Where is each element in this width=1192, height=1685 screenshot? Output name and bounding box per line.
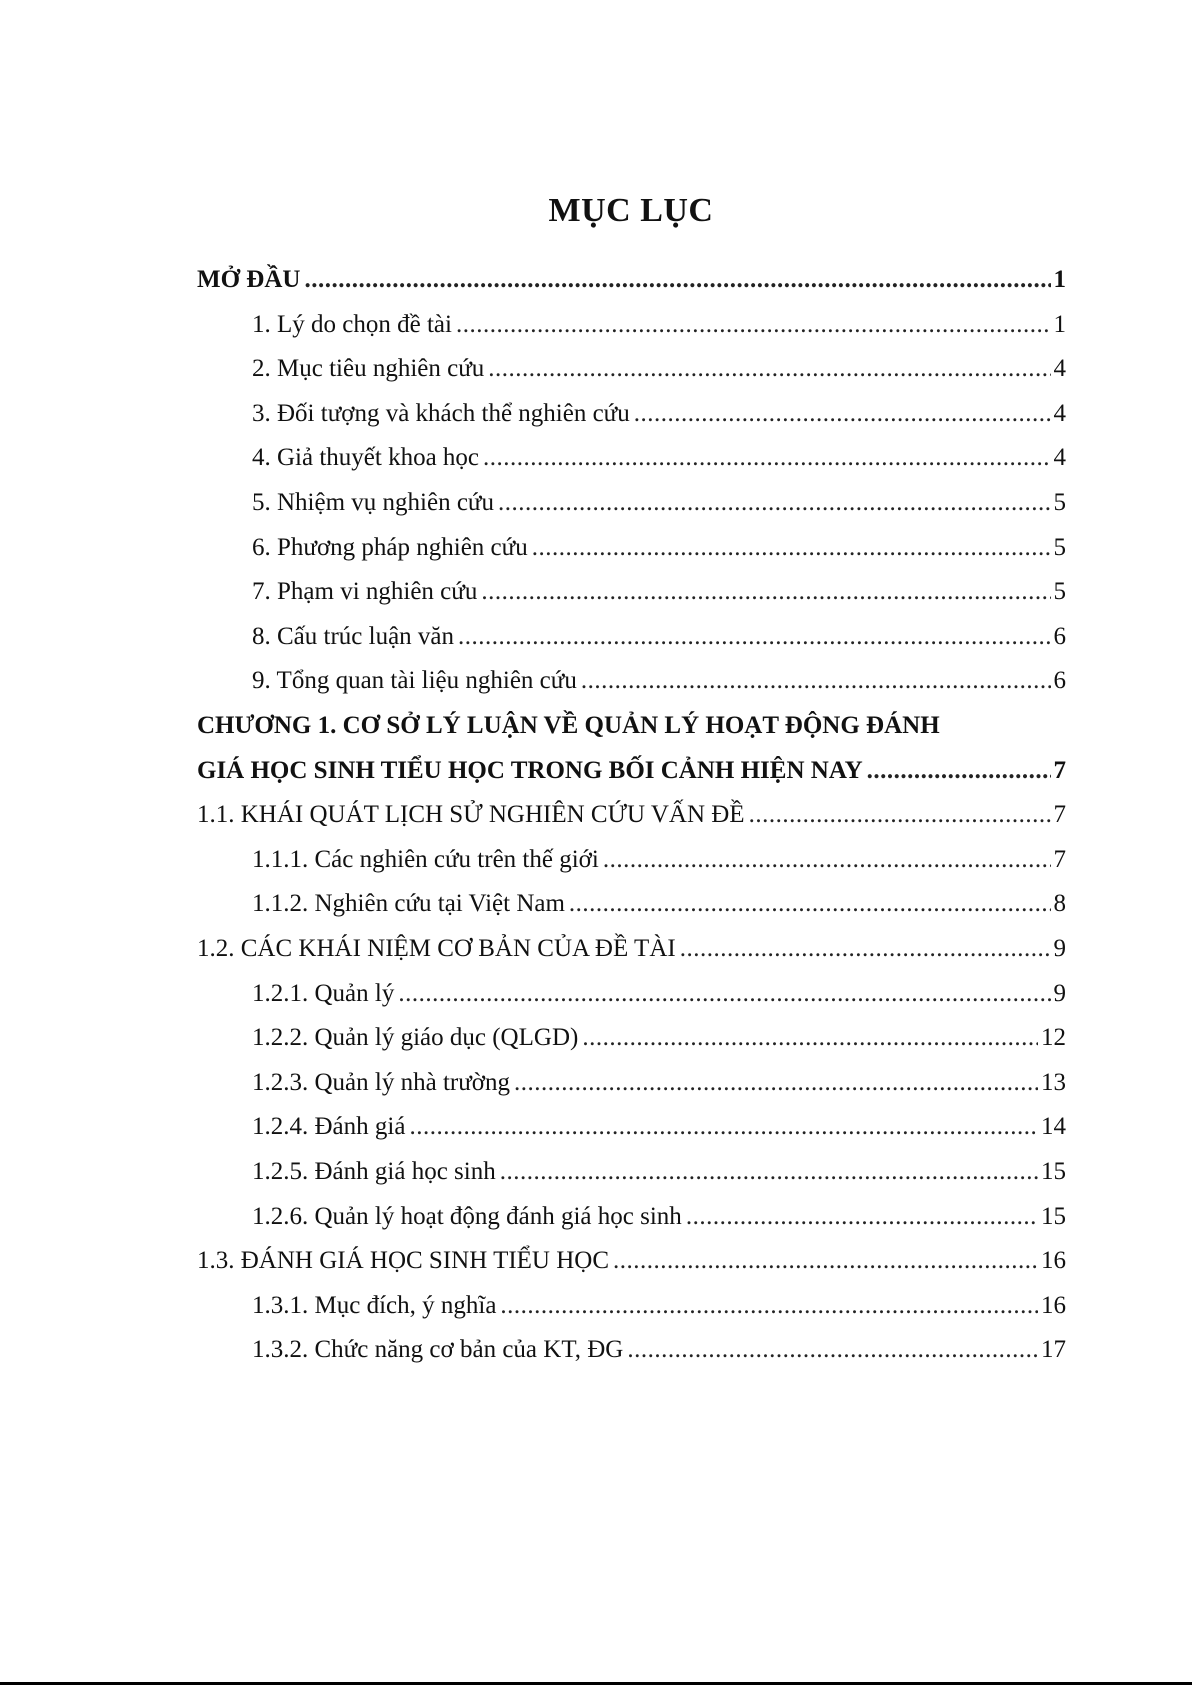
toc-dot-leader bbox=[398, 978, 1050, 1010]
toc-subsection-entry[interactable] bbox=[252, 309, 1066, 341]
toc-dot-leader bbox=[483, 442, 1050, 474]
toc-dot-leader bbox=[569, 888, 1051, 920]
toc-subsection-entry[interactable] bbox=[252, 532, 1066, 564]
toc-entry-label: 1.2.3. Quản lý nhà trường bbox=[252, 1069, 510, 1096]
toc-entry-label: 1.2.5. Đánh giá học sinh bbox=[252, 1158, 496, 1185]
toc-dot-leader bbox=[456, 309, 1051, 341]
toc-page-number: 16 bbox=[1041, 1292, 1066, 1319]
toc-entry-label: 1.1.1. Các nghiên cứu trên thế giới bbox=[252, 846, 599, 873]
toc-subsection-entry[interactable] bbox=[252, 353, 1066, 385]
toc-dot-leader bbox=[680, 933, 1051, 965]
toc-page-number: 6 bbox=[1053, 667, 1066, 694]
toc-entry-label: 2. Mục tiêu nghiên cứu bbox=[252, 355, 485, 382]
toc-page-number: 8 bbox=[1053, 890, 1066, 917]
toc-dot-leader bbox=[481, 576, 1050, 608]
toc-chapter-heading-line: CHƯƠNG 1. CƠ SỞ LÝ LUẬN VỀ QUẢN LÝ HOẠT ĐỘNG ĐÁNH bbox=[197, 712, 940, 739]
toc-page-number: 9 bbox=[1053, 935, 1066, 962]
toc-page-number: 6 bbox=[1053, 623, 1066, 650]
toc-page-number: 5 bbox=[1053, 578, 1066, 605]
toc-page-number: 4 bbox=[1053, 400, 1066, 427]
toc-dot-leader bbox=[498, 487, 1051, 519]
toc-entry-label: 1.2.2. Quản lý giáo dục (QLGD) bbox=[252, 1024, 579, 1051]
toc-entry-label: 1.1.2. Nghiên cứu tại Việt Nam bbox=[252, 890, 565, 917]
toc-dot-leader bbox=[304, 264, 1050, 296]
toc-dot-leader bbox=[603, 844, 1051, 876]
toc-subsection-entry[interactable] bbox=[252, 665, 1066, 697]
toc-entry-label: GIÁ HỌC SINH TIỂU HỌC TRONG BỐI CẢNH HIỆN NAY bbox=[197, 757, 863, 784]
toc-subsection-entry[interactable] bbox=[252, 576, 1066, 608]
toc-page-number: 12 bbox=[1041, 1024, 1066, 1051]
toc-entry-label: 1.2. CÁC KHÁI NIỆM CƠ BẢN CỦA ĐỀ TÀI bbox=[197, 935, 676, 962]
toc-entry-label: MỞ ĐẦU bbox=[197, 266, 301, 293]
toc-entry-label: 1. Lý do chọn đề tài bbox=[252, 311, 452, 338]
toc-entry-label: 1.3. ĐÁNH GIÁ HỌC SINH TIỂU HỌC bbox=[197, 1247, 610, 1274]
toc-dot-leader bbox=[581, 665, 1051, 697]
toc-dot-leader bbox=[514, 1067, 1038, 1099]
toc-page-number: 14 bbox=[1041, 1113, 1066, 1140]
toc-dot-leader bbox=[500, 1290, 1038, 1322]
toc-entry-label: 5. Nhiệm vụ nghiên cứu bbox=[252, 489, 494, 516]
toc-dot-leader bbox=[488, 353, 1050, 385]
toc-page-number: 16 bbox=[1041, 1247, 1066, 1274]
toc-section-entry[interactable] bbox=[197, 799, 1066, 831]
toc-dot-leader bbox=[582, 1022, 1038, 1054]
toc-page-number: 1 bbox=[1053, 311, 1066, 338]
toc-page-number: 5 bbox=[1053, 489, 1066, 516]
toc-subsection-entry[interactable] bbox=[252, 621, 1066, 653]
toc-dot-leader bbox=[749, 799, 1051, 831]
toc-entry-label: 9. Tổng quan tài liệu nghiên cứu bbox=[252, 667, 577, 694]
toc-entry-label: 4. Giả thuyết khoa học bbox=[252, 444, 480, 471]
toc-subsection-entry[interactable] bbox=[252, 978, 1066, 1010]
toc-page-number: 17 bbox=[1041, 1336, 1066, 1363]
toc-entry-label: 7. Phạm vi nghiên cứu bbox=[252, 578, 478, 605]
toc-page-number: 7 bbox=[1053, 801, 1066, 828]
toc-entry-label: 6. Phương pháp nghiên cứu bbox=[252, 534, 528, 561]
toc-dot-leader bbox=[634, 398, 1051, 430]
toc-subsection-entry[interactable] bbox=[252, 1111, 1066, 1143]
toc-subsection-entry[interactable] bbox=[252, 442, 1066, 474]
toc-section-entry[interactable] bbox=[197, 755, 1066, 787]
toc-entry-label: 1.3.2. Chức năng cơ bản của KT, ĐG bbox=[252, 1336, 624, 1363]
toc-page-number: 15 bbox=[1041, 1158, 1066, 1185]
toc-dot-leader bbox=[686, 1201, 1038, 1233]
toc-page-number: 1 bbox=[1053, 266, 1066, 293]
toc-entry-label: 1.2.6. Quản lý hoạt động đánh giá học sinh bbox=[252, 1203, 682, 1230]
toc-subsection-entry[interactable] bbox=[252, 1290, 1066, 1322]
toc-dot-leader bbox=[627, 1334, 1038, 1366]
toc-entry-label: 3. Đối tượng và khách thể nghiên cứu bbox=[252, 400, 630, 427]
toc-subsection-entry[interactable] bbox=[252, 1022, 1066, 1054]
toc-dot-leader bbox=[500, 1156, 1038, 1188]
toc-subsection-entry[interactable] bbox=[252, 398, 1066, 430]
toc-subsection-entry[interactable] bbox=[252, 487, 1066, 519]
toc-section-entry[interactable] bbox=[197, 933, 1066, 965]
toc-dot-leader bbox=[613, 1245, 1038, 1277]
toc-dot-leader bbox=[409, 1111, 1038, 1143]
toc-subsection-entry[interactable] bbox=[252, 1067, 1066, 1099]
toc-page-number: 13 bbox=[1041, 1069, 1066, 1096]
toc-dot-leader bbox=[532, 532, 1051, 564]
toc-page-number: 4 bbox=[1053, 355, 1066, 382]
toc-page-number: 15 bbox=[1041, 1203, 1066, 1230]
page-title: MỤC LỤC bbox=[548, 192, 714, 229]
toc-section-entry[interactable] bbox=[197, 1245, 1066, 1277]
toc-subsection-entry[interactable] bbox=[252, 1201, 1066, 1233]
toc-entry-label: 8. Cấu trúc luận văn bbox=[252, 623, 455, 650]
toc-subsection-entry[interactable] bbox=[252, 844, 1066, 876]
toc-page-number: 5 bbox=[1053, 534, 1066, 561]
toc-entry-label: 1.2.4. Đánh giá bbox=[252, 1113, 406, 1140]
toc-entry-label: 1.2.1. Quản lý bbox=[252, 980, 395, 1007]
toc-dot-leader bbox=[458, 621, 1050, 653]
toc-entry-label: 1.1. KHÁI QUÁT LỊCH SỬ NGHIÊN CỨU VẤN ĐỀ bbox=[197, 801, 745, 828]
toc-section-entry[interactable] bbox=[197, 264, 1066, 296]
toc-subsection-entry[interactable] bbox=[252, 888, 1066, 920]
toc-page-number: 4 bbox=[1053, 444, 1066, 471]
toc-dot-leader bbox=[867, 755, 1051, 787]
toc-entry-label: 1.3.1. Mục đích, ý nghĩa bbox=[252, 1292, 497, 1319]
toc-subsection-entry[interactable] bbox=[252, 1334, 1066, 1366]
toc-page-number: 7 bbox=[1053, 846, 1066, 873]
toc-page-number: 7 bbox=[1053, 757, 1066, 784]
toc-page-number: 9 bbox=[1053, 980, 1066, 1007]
toc-subsection-entry[interactable] bbox=[252, 1156, 1066, 1188]
